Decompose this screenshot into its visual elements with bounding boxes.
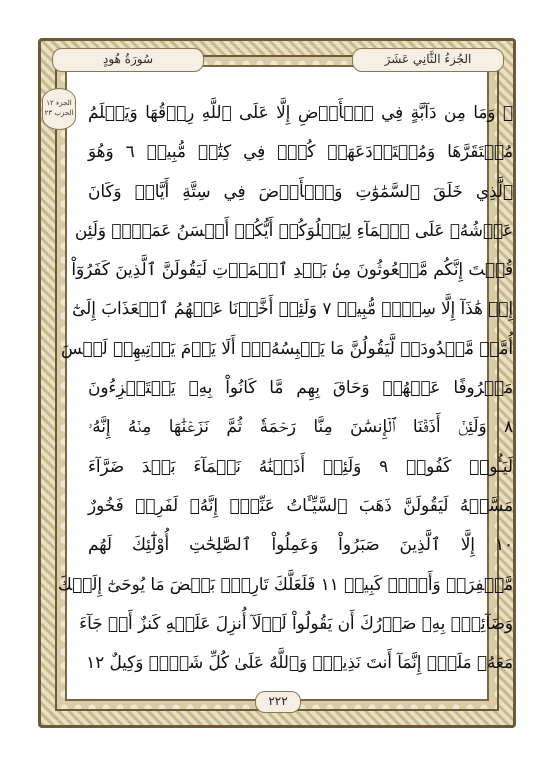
hizb-marker-label: الحزب ٢٣ [44, 109, 74, 117]
text-line: لَيَـُٔوسٞ كَفُورٞ ٩ وَلَئِنۡ أَذَقۡنَٰهُ نَعۡمَآءَ بَعۡدَ ضَرَّآءَ [88, 455, 513, 476]
text-line: مَسَّتۡهُ لَيَقُولَنَّ ذَهَبَ ٱلسَّيِّـَٔاتُ عَنِّيٓۚ إِنَّهُۥ لَفَرِحٞ فَخُورٌ [88, 494, 513, 515]
text-line: قُلۡتَ إِنَّكُم مَّبۡعُوثُونَ مِنۢ بَعۡدِ ٱلۡمَوۡتِ لَيَقُولَنَّ ٱلَّذِينَ كَفَرُوٓاْ [71, 259, 513, 280]
page-number: ٢٢٢ [255, 691, 301, 713]
text-line: مَّغۡفِرَةٞ وَأَجۡرٞ كَبِيرٞ ١١ فَلَعَلَّكَ تَارِكُۢ بَعۡضَ مَا يُوحَىٰٓ إِلَيۡكَ [57, 573, 513, 594]
page-header [52, 48, 502, 70]
juz-hizb-marker [42, 88, 76, 130]
juz-marker-label: الجزء ١٢ [46, 99, 72, 107]
text-line: إِنۡ هَٰذَآ إِلَّا سِحۡرٞ مُّبِينٞ ٧ وَلَئِنۡ أَخَّرۡنَا عَنۡهُمُ ٱلۡعَذَابَ إِلَىٰٓ [72, 298, 513, 319]
text-line: أُمَّةٖ مَّعۡدُودَةٖ لَّيَقُولُنَّ مَا يَحۡبِسُهُۥٓۗ أَلَا يَوۡمَ يَأۡتِيهِمۡ لَيۡسَ [60, 337, 513, 358]
text-line: ٨ وَلَئِنۡ أَذَقۡنَا ٱلۡإِنسَٰنَ مِنَّا رَحۡمَةٗ ثُمَّ نَزَعۡنَٰهَا مِنۡهُ إِنَّهُۥ [88, 416, 513, 437]
text-line: مُسۡتَقَرَّهَا وَمُسۡتَوۡدَعَهَاۚ كُلّٞ فِي كِتَٰبٖ مُّبِينٖ ٦ وَهُوَ [88, 141, 513, 162]
juz-label: الجُزءُ الثَّانِي عَشَرَ [352, 48, 504, 72]
text-line: مَصۡرُوفًا عَنۡهُمۡ وَحَاقَ بِهِم مَّا كَانُواْ بِهِۦ يَسۡتَهۡزِءُونَ [88, 377, 513, 398]
text-line: وَضَآئِقُۢ بِهِۦ صَدۡرُكَ أَن يَقُولُواْ لَوۡلَآ أُنزِلَ عَلَيۡهِ كَنزٌ أَوۡ جَآءَ [79, 612, 513, 633]
text-line: عَرۡشُهُۥ عَلَى ٱلۡمَآءِ لِيَبۡلُوَكُمۡ أَيُّكُمۡ أَحۡسَنُ عَمَلٗاۗ وَلَئِن [74, 219, 513, 240]
text-line: ٱلَّذِي خَلَقَ ٱلسَّمَٰوَٰتِ وَٱلۡأَرۡضَ فِي سِتَّةِ أَيَّامٖ وَكَانَ [88, 180, 513, 201]
text-line: ١٠ إِلَّا ٱلَّذِينَ صَبَرُواْ وَعَمِلُواْ ٱلصَّٰلِحَٰتِ أُوْلَٰٓئِكَ لَهُم [88, 534, 513, 555]
text-line: ۞ وَمَا مِن دَآبَّةٍ فِي ٱلۡأَرۡضِ إِلَّا عَلَى ٱللَّهِ رِزۡقُهَا وَيَعۡلَمُ [88, 102, 513, 122]
surah-name: سُورَةُ هُودٍ [52, 48, 204, 72]
text-line: مَعَهُۥ مَلَكٌۚ إِنَّمَآ أَنتَ نَذِيرٞۚ وَٱللَّهُ عَلَىٰ كُلِّ شَيۡءٖ وَكِيلٌ ١٢ [86, 652, 513, 673]
